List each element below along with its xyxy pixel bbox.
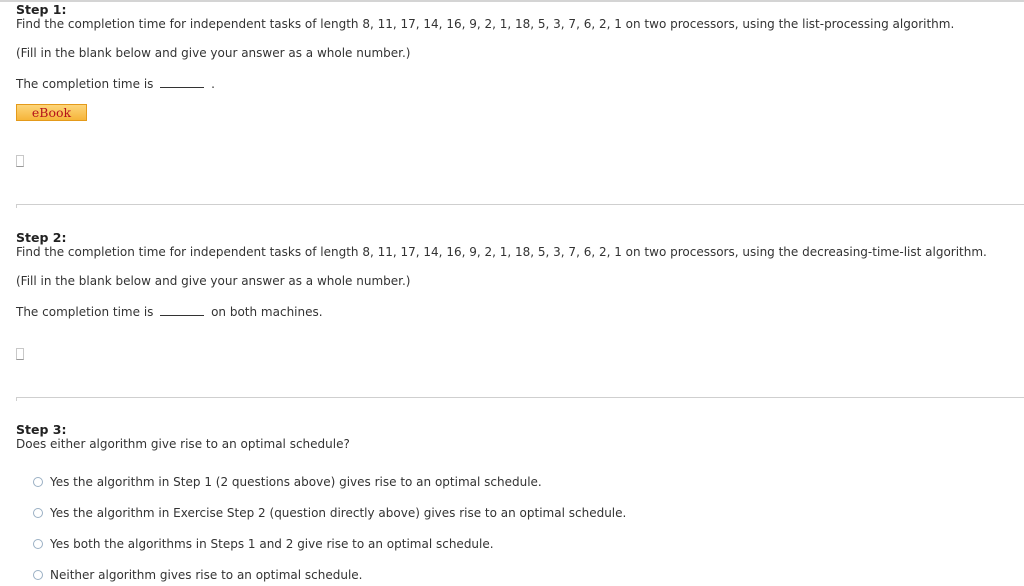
ebook-button[interactable]: eBook xyxy=(16,104,87,121)
step2-answer-row xyxy=(16,303,323,319)
step1-prompt-suffix: . xyxy=(211,77,215,91)
step2-prompt-suffix: on both machines. xyxy=(211,305,323,319)
radio-option-1[interactable] xyxy=(33,477,43,487)
radio-option-2[interactable] xyxy=(33,508,43,518)
step1-check-icon[interactable] xyxy=(16,155,24,167)
divider-1 xyxy=(16,204,1024,205)
step2-check-icon[interactable] xyxy=(16,348,24,360)
option-4-label[interactable]: Neither algorithm gives rise to an optimal schedule. xyxy=(50,568,363,582)
option-3-label[interactable]: Yes both the algorithms in Steps 1 and 2 give rise to an optimal schedule. xyxy=(50,537,494,551)
option-2-label[interactable]: Yes the algorithm in Exercise Step 2 (question directly above) gives rise to an optimal schedule. xyxy=(50,506,627,520)
radio-option-3[interactable] xyxy=(33,539,43,549)
step1-title: Step 1: xyxy=(16,2,67,17)
step1-question: Find the completion time for independent tasks of length 8, 11, 17, 14, 16, 9, 2, 1, 18, 5, 3, 7, 6, 2, 1 on two processors, using the list-processing algorithm. xyxy=(16,17,955,31)
divider-2 xyxy=(16,397,1024,398)
option-1-label[interactable]: Yes the algorithm in Step 1 (2 questions above) gives rise to an optimal schedule. xyxy=(50,475,542,489)
step2-question: Find the completion time for independent tasks of length 8, 11, 17, 14, 16, 9, 2, 1, 18, 5, 3, 7, 6, 2, 1 on two processors, using the decreasing-time-list algorithm. xyxy=(16,245,987,259)
radio-option-4[interactable] xyxy=(33,570,43,580)
step3-title: Step 3: xyxy=(16,422,67,437)
step2-answer-blank[interactable] xyxy=(160,303,204,316)
top-border xyxy=(0,0,1024,2)
step1-answer-row xyxy=(16,75,215,91)
step2-title: Step 2: xyxy=(16,230,67,245)
step1-answer-blank[interactable] xyxy=(160,75,204,88)
step2-instruction: (Fill in the blank below and give your answer as a whole number.) xyxy=(16,274,411,288)
step1-instruction: (Fill in the blank below and give your answer as a whole number.) xyxy=(16,46,411,60)
step3-question: Does either algorithm give rise to an optimal schedule? xyxy=(16,437,350,451)
step1-prompt-prefix: The completion time is xyxy=(16,77,154,91)
step2-prompt-prefix: The completion time is xyxy=(16,305,154,319)
